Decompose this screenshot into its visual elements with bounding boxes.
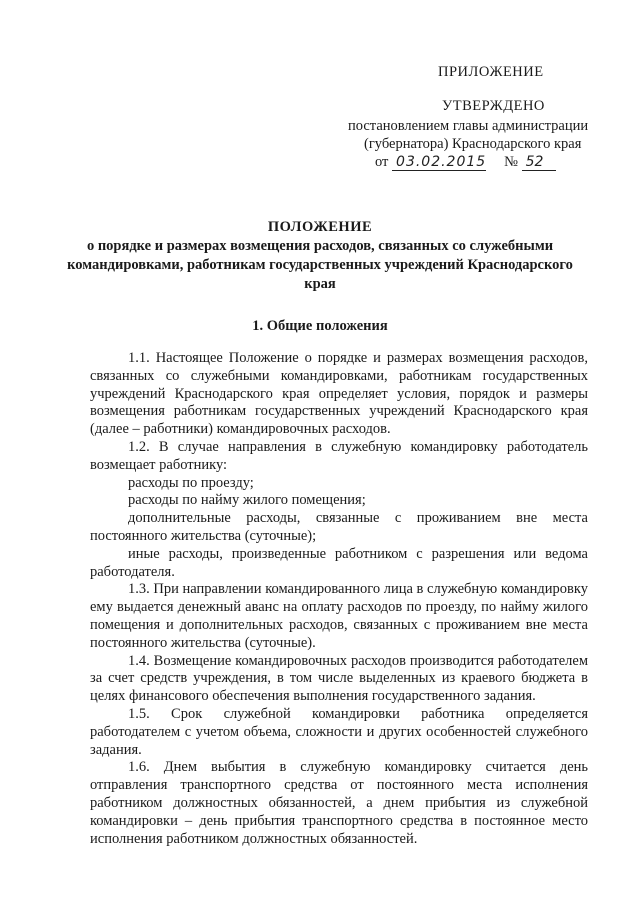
list-item: иные расходы, произведенные работником с разрешения или ведома работодателя.	[90, 545, 588, 580]
document-body	[90, 350, 588, 848]
list-item: расходы по проезду;	[128, 474, 254, 491]
paragraph: 1.6. Днем выбытия в служебную командировку считается день отправления транспортного средства от постоянного места исполнения работником должностных обязанностей, а днем прибытия из служебной командировки – день прибытия транспортного средства в постоянное место исполнения работником должностных обязанностей.	[90, 759, 588, 847]
date-prefix: от	[375, 154, 389, 170]
paragraph: 1.4. Возмещение командировочных расходов производится работодателем за счет средств учреждения, в том числе выделенных из краевого бюджета в целях финансового обеспечения выполнения государственного задания.	[90, 652, 588, 705]
handwritten-number: 52	[522, 154, 556, 171]
list-item: дополнительные расходы, связанные с проживанием вне места постоянного жительства (суточные);	[90, 510, 588, 544]
paragraph: 1.3. При направлении командированного лица в служебную командировку ему выдается денежный аванс на оплату расходов по проезду, по найму жилого помещения и дополнительных расходов, связанных с проживанием вне места постоянного жительства (суточные).	[90, 581, 588, 651]
appendix-label: ПРИЛОЖЕНИЕ	[438, 64, 544, 80]
document-subtitle: о порядке и размерах возмещения расходов, связанных со служебными командировками, работникам государственных учреждений Краснодарского края	[67, 238, 573, 292]
paragraph: 1.5. Срок служебной командировки работника определяется работодателем с учетом объема, сложности и других особенностей служебного задания.	[90, 705, 588, 758]
number-sign: №	[504, 154, 518, 170]
approved-label: УТВЕРЖДЕНО	[442, 98, 545, 114]
approval-line-1: постановлением главы администрации	[348, 118, 589, 134]
paragraph: 1.2. В случае направления в служебную командировку работодатель возмещает работнику:	[90, 438, 588, 473]
handwritten-date: 03.02.2015	[392, 154, 486, 171]
paragraph: 1.1. Настоящее Положение о порядке и размерах возмещения расходов, связанных со служебными командировками, работникам государственных учреждений Краснодарского края определяет условия, порядок и размеры возмещения работникам государственных учреждений Краснодарского края (далее – работники) командировочных расходов.	[90, 350, 588, 438]
approval-line-2: (губернатора) Краснодарского края	[364, 136, 582, 152]
list-item: расходы по найму жилого помещения;	[128, 492, 366, 509]
approval-date-line	[375, 152, 556, 172]
section-title: 1. Общие положения	[252, 318, 388, 334]
document-title: ПОЛОЖЕНИЕ	[267, 219, 373, 235]
